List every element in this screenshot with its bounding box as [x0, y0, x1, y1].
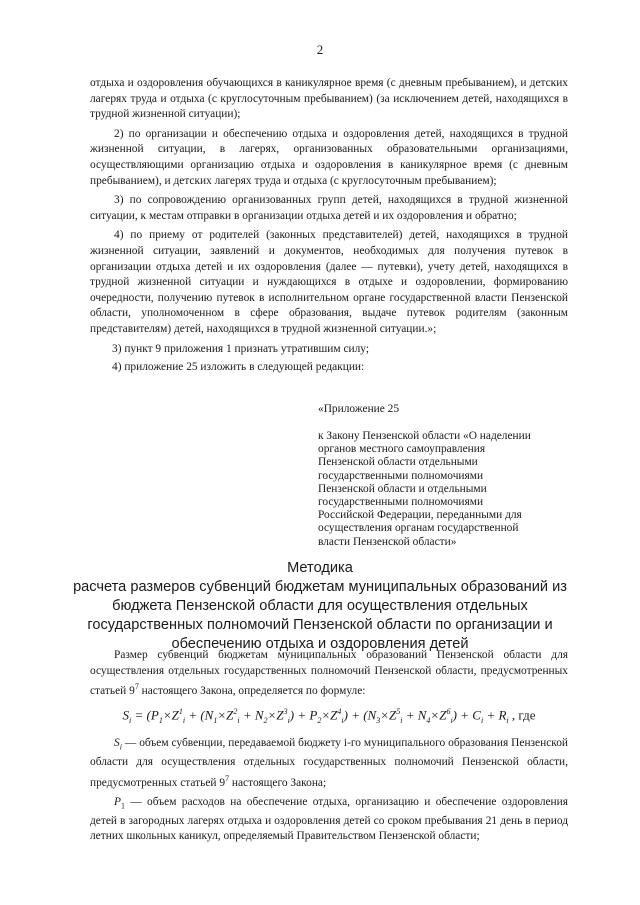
paragraph-item-4: 4) по приему от родителей (законных представителей) детей, находящихся в трудной жизненной ситуации, заявлений и документов, необходимых для получения путевок в организации отдыха детей и их оздоровления (далее — путевки), учету детей, находящихся в трудной жизненной ситуации и нуждающихся в отдыхе и оздоровлении, формированию очередности, получению путевок в исполнительном органе государственной власти Пензенской области, уполномоченном в сфере образования, выдаче путевок родителям (законным представителям) детей, находящихся в трудной жизненной ситуации.»;	[90, 229, 568, 335]
definition-symbol-sub: i	[119, 742, 122, 752]
annex-line: власти Пензенской области»	[318, 535, 457, 548]
formula-lhs: S	[122, 706, 130, 722]
intro-text-end: настоящего Закона, определяется по формуле:	[138, 684, 366, 697]
definition-symbol: S	[114, 737, 120, 750]
continued-text	[90, 76, 568, 379]
definition-sup: 7	[225, 773, 230, 783]
paragraph-item-3: 3) по сопровождению организованных групп детей, находящихся в трудной жизненной ситуации, к местам отправки в организации отдыха детей и их оздоровления и обратно;	[90, 194, 568, 222]
annex-heading: «Приложение 25	[318, 403, 400, 415]
annex-line: Пензенской области и отдельными	[318, 482, 487, 495]
definition-symbol-sub: 1	[120, 801, 125, 811]
paragraph-continuation: отдыха и оздоровления обучающихся в каникулярное время (с дневным пребыванием), и детских лагерях труда и отдыха (с круглосуточным пребыванием) (за исключением детей, находящихся в трудной жизненной ситуации);	[90, 77, 568, 121]
intro-paragraph	[90, 648, 568, 700]
formula-tail: где	[518, 706, 536, 722]
amendment-item-3: 3) пункт 9 приложения 1 признать утратившим силу;	[112, 342, 370, 355]
annex-line: к Закону Пензенской области «О наделении	[318, 430, 531, 442]
formula-lhs-sub: i	[129, 715, 132, 725]
definition-p1	[90, 795, 568, 845]
method-body	[90, 648, 568, 849]
annex-line: государственными полномочиями	[318, 469, 484, 482]
annex-line: осуществления органам государственной	[318, 522, 519, 535]
intro-sup: 7	[134, 682, 139, 692]
method-subtitle: расчета размеров субвенций бюджетам муниципальных образований из бюджета Пензенской области для осуществления отдельных государственных полномочий Пензенской области по организации и обеспечению отдыха и оздоровления детей	[73, 579, 567, 652]
definition-text-end: настоящего Закона;	[229, 776, 327, 789]
paragraph-item-2: 2) по организации и обеспечению отдыха и оздоровления детей, находящихся в трудной жизненной ситуации, в лагерях, организованных образовательными организациями, осуществляющими организацию отдыха и оздоровления в каникулярное время (с дневным пребыванием), и детских лагерях труда и отдыха (с круглосуточным пребыванием);	[90, 127, 568, 187]
intro-text: Размер субвенций бюджетам муниципальных образований Пензенской области для осуществления отдельных государственных полномочий Пензенской области, предусмотренных статьей 9	[90, 649, 568, 697]
annex-line: органов местного самоуправления	[318, 443, 486, 456]
amendment-item-4: 4) приложение 25 изложить в следующей редакции:	[112, 361, 365, 374]
method-title: Методика	[287, 560, 353, 576]
definition-symbol: P	[114, 795, 121, 808]
annex-line: государственными полномочиями	[318, 496, 484, 509]
annex-line: Российской Федерации, переданными для	[318, 509, 522, 522]
annex-line: Пензенской области отдельными	[318, 456, 478, 469]
definition-text: — объем расходов на обеспечение отдыха, организацию и обеспечение оздоровления детей в загородных лагерях отдыха и оздоровления детей со сроком пребывания 21 день в период летних школьных каникул, определяемый Правительством Пензенской области;	[90, 795, 568, 843]
annex-reference	[318, 430, 568, 549]
definition-text: — объем субвенции, передаваемой бюджету i-го муниципального образования Пензенской области для осуществления отдельных государственных полномочий Пензенской области, предусмотренных статьей 9	[90, 737, 568, 789]
definition-si	[90, 736, 568, 791]
page-number: 2	[316, 42, 324, 57]
subvention-formula: $S_i = (P_1\times Z^1_i + (N_1\times Z^2_i + N_2\times Z^3_i) + P_2\times Z^4_i) + (N_3\times Z^5_i + N_4\times Z^6_i) + C_i + R_i$ , где	[122, 706, 536, 725]
